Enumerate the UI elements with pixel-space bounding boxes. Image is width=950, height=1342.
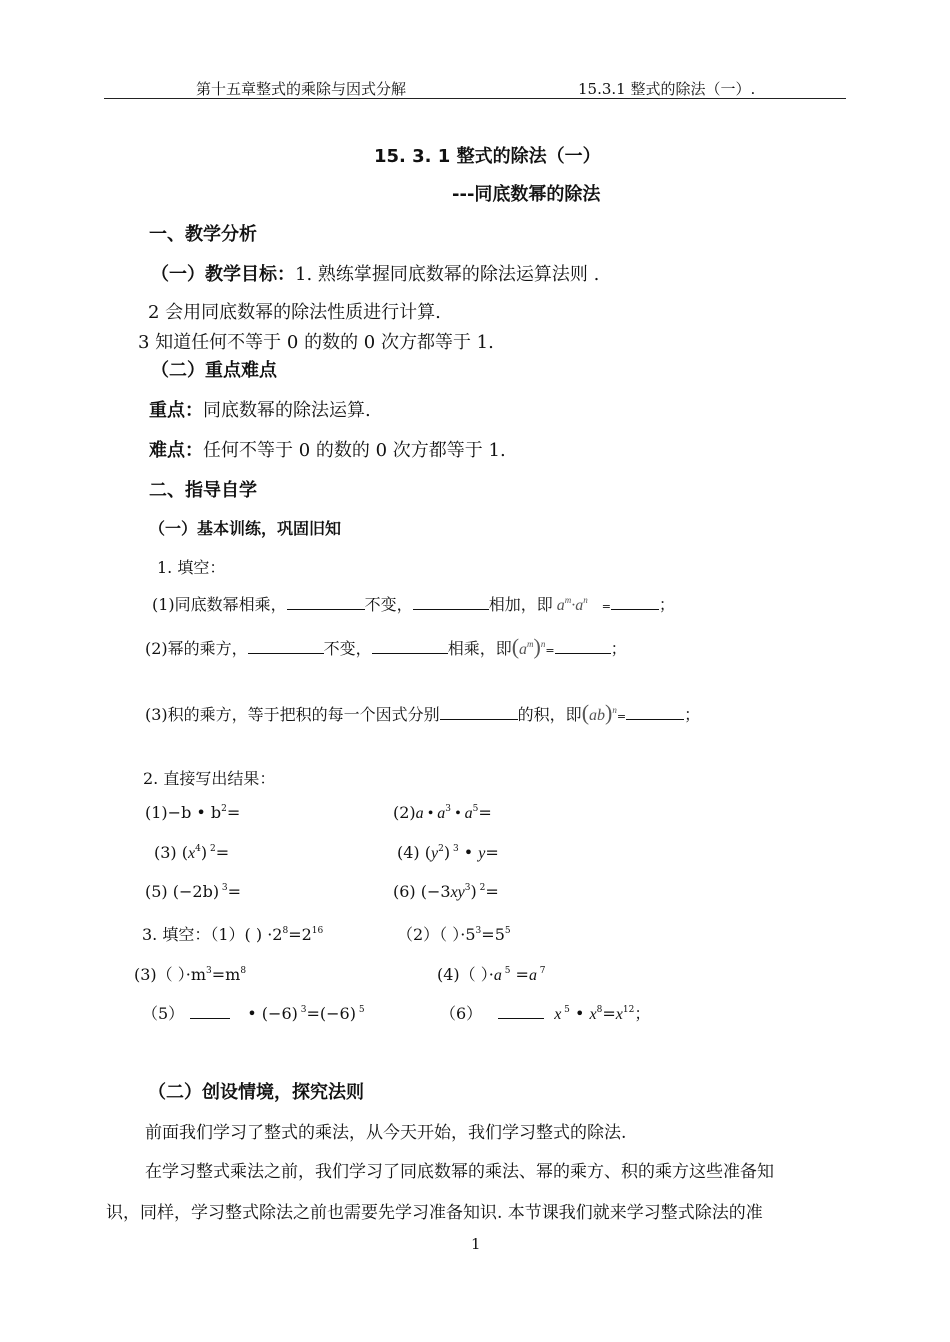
difficulty-line xyxy=(149,436,506,462)
fill-2-text-c: 相乘，即 xyxy=(447,639,512,658)
q3-3-sup2: 8 xyxy=(240,966,247,976)
q3-6-end: ； xyxy=(634,1004,651,1023)
d4-mid: • xyxy=(458,843,479,862)
fill-1-equals: = xyxy=(601,600,611,613)
fill-2-blank-a[interactable] xyxy=(248,639,324,654)
d3-sup1: 4 xyxy=(195,844,201,854)
header-section: 15.3.1 整式的除法（一）. xyxy=(578,80,756,98)
fill-2-expr-n: n xyxy=(540,639,546,649)
d6-xy: xy xyxy=(450,884,465,901)
q3-item-4 xyxy=(437,962,546,985)
fill-3-equals: = xyxy=(616,710,627,723)
fill-1-expr-a: a xyxy=(556,597,565,614)
fill-1-text-a: (1)同底数幂相乘， xyxy=(152,595,287,614)
paragraph-1: 前面我们学习了整式的乘法，从今天开始，我们学习整式的除法. xyxy=(145,1123,627,1143)
d4-close: ) xyxy=(443,843,451,862)
goal-2: 2 会用同底数幂的除法性质进行计算. xyxy=(148,302,441,323)
direct-item-5 xyxy=(145,882,241,901)
fill-1-blank-b[interactable] xyxy=(413,595,489,610)
fill-1-expr-m: m xyxy=(564,595,572,605)
d3-close: ) xyxy=(200,843,208,862)
key-points-heading: （二）重点难点 xyxy=(151,360,277,381)
q3-4-sup2: 7 xyxy=(536,966,546,976)
d6-sup2: 2 xyxy=(476,883,486,893)
d4-y2: y xyxy=(478,845,486,862)
d2-sup1: 3 xyxy=(445,804,452,814)
d6-pre: (6) (−3 xyxy=(393,882,451,901)
q3-item-1 xyxy=(142,922,323,945)
fill-2-text-b: 不变， xyxy=(323,639,372,658)
q3-title: 3. 填空：（1）( ) ·2 xyxy=(142,925,283,944)
fill-1-blank-a[interactable] xyxy=(287,595,365,610)
fill-title: 1. 填空： xyxy=(157,558,226,577)
header-rule xyxy=(104,98,846,99)
q3-item-6 xyxy=(440,1001,650,1024)
fill-3-blank-answer[interactable] xyxy=(626,705,684,720)
teaching-goals-label: （一）教学目标： xyxy=(151,264,295,285)
q3-6-x3: x xyxy=(615,1006,623,1023)
fill-3-end: ； xyxy=(684,705,701,724)
q3-2-sup1: 3 xyxy=(475,926,482,936)
fill-3-text-a: (3)积的乘方，等于把积的每一个因式分别 xyxy=(145,705,440,724)
section-heading-analysis: 一、教学分析 xyxy=(149,224,257,245)
fill-item-2: (2)幂的乘方， 不变， 相乘，即$(a^m)^n=$ ； xyxy=(145,634,627,659)
d4-sup1: 2 xyxy=(438,844,444,854)
d6-sup1: 3 xyxy=(464,883,471,893)
q3-5-blank[interactable] xyxy=(190,1004,230,1019)
d4-eq: = xyxy=(485,843,499,862)
fill-1-expr-dot-a: ·a xyxy=(571,597,584,614)
q3-6-x: x xyxy=(554,1006,562,1023)
q3-2-sup2: 5 xyxy=(504,926,511,936)
q3-item-5 xyxy=(142,1001,365,1024)
d4-sup2: 3 xyxy=(450,844,459,854)
q3-2-eq: =5 xyxy=(481,925,505,944)
direct-item-2 xyxy=(393,803,492,823)
d6-eq: = xyxy=(485,882,499,901)
q3-6-sup3: 12 xyxy=(622,1005,635,1015)
q3-4-a2: a xyxy=(528,967,537,984)
fill-2-expr-a: a xyxy=(519,641,528,658)
q3-5-sup2: 5 xyxy=(355,1005,365,1015)
direct-item-4 xyxy=(397,843,499,863)
fill-2-end: ； xyxy=(610,639,627,658)
q3-6-mid: • xyxy=(569,1004,590,1023)
direct-item-1 xyxy=(145,803,240,822)
page-title: 15. 3. 1 整式的除法（一） xyxy=(374,146,601,167)
difficulty-label: 难点： xyxy=(149,440,203,461)
q3-3-eq: =m xyxy=(211,965,241,984)
d3-sup2: 2 xyxy=(207,844,216,854)
d1-eq: = xyxy=(226,803,241,822)
direct-item-6 xyxy=(393,882,499,902)
q3-6-sup1: 5 xyxy=(561,1005,570,1015)
page-number: 1 xyxy=(471,1235,481,1253)
fill-item-1 xyxy=(152,592,675,615)
q3-1-sup2: 16 xyxy=(311,926,324,936)
fill-3-blank-a[interactable] xyxy=(440,705,518,720)
q3-5-mid: • (−6) xyxy=(242,1004,298,1023)
paragraph-2-line-2: 识，同样，学习整式除法之前也需要先学习准备知识. 本节课我们就来学习整式除法的准 xyxy=(106,1203,763,1223)
fill-2-equals: = xyxy=(545,644,555,657)
key-point-label: 重点： xyxy=(149,400,203,421)
d5-text: (5) (−2b) xyxy=(145,882,220,901)
key-point-line xyxy=(149,396,371,422)
header-chapter: 第十五章整式的乘除与因式分解 xyxy=(196,80,407,98)
d1-text: (1)−b • b xyxy=(145,803,222,822)
q3-4-eq: = xyxy=(510,965,529,984)
q3-5-text: （5） xyxy=(142,1004,185,1023)
d2-pre: (2) xyxy=(393,803,416,822)
subsection-explore-rule: （二）创设情境，探究法则 xyxy=(148,1082,364,1103)
paragraph-2-line-1: 在学习整式乘法之前，我们学习了同底数幂的乘法、幂的乘方、积的乘方这些准备知 xyxy=(145,1162,774,1182)
d3-x: x xyxy=(188,845,196,862)
goal-1: 1. 熟练掌握同底数幂的除法运算法则 . xyxy=(295,264,600,285)
teaching-goals-line xyxy=(151,260,599,286)
q3-1-sup1: 8 xyxy=(282,926,289,936)
q3-5-sup1: 3 xyxy=(297,1005,307,1015)
fill-2-blank-b[interactable] xyxy=(372,639,448,654)
key-point-text: 同底数幂的除法运算. xyxy=(203,400,371,421)
fill-3-text-b: 的积，即 xyxy=(517,705,582,724)
fill-1-blank-answer[interactable] xyxy=(611,595,659,610)
difficulty-text: 任何不等于 0 的数的 0 次方都等于 1. xyxy=(203,440,506,461)
fill-item-3: (3)积的乘方，等于把积的每一个因式分别 的积，即(ab)$^n$= ； xyxy=(145,700,701,725)
q3-2-text: （2）（ ）·5 xyxy=(397,925,476,944)
subsection-basic-training: （一）基本训练，巩固旧知 xyxy=(149,519,342,538)
fill-1-text-c: 相加，即 xyxy=(488,595,553,614)
q3-6-sup2: 8 xyxy=(596,1005,603,1015)
fill-3-expr-ab: ab xyxy=(589,707,606,724)
q3-6-x2: x xyxy=(589,1006,597,1023)
direct-item-3 xyxy=(154,843,229,863)
q3-1-eq: =2 xyxy=(288,925,312,944)
direct-title: 2. 直接写出结果： xyxy=(143,769,276,788)
q3-6-text: （6） xyxy=(440,1004,483,1023)
q3-3-text: (3)（ ）·m xyxy=(134,965,207,984)
d2-text: a • a xyxy=(415,805,446,822)
q3-3-sup1: 3 xyxy=(206,966,212,976)
fill-1-expr-n: n xyxy=(583,595,588,605)
d4-pre: (4) ( xyxy=(397,843,431,862)
q3-item-2 xyxy=(397,922,511,945)
d1-sup: 2 xyxy=(221,804,227,814)
d5-sup: 3 xyxy=(219,883,228,893)
fill-1-text-b: 不变， xyxy=(364,595,413,614)
section-heading-self-study: 二、指导自学 xyxy=(149,480,257,501)
d3-pre: (3) ( xyxy=(154,843,188,862)
q3-item-3 xyxy=(134,962,246,985)
d2-eq: = xyxy=(478,803,492,822)
q3-4-sup1: 5 xyxy=(501,966,511,976)
d3-eq: = xyxy=(215,843,230,862)
q3-4-a: a xyxy=(493,967,502,984)
fill-2-expr-m: m xyxy=(527,639,534,649)
goal-3: 3 知道任何不等于 0 的数的 0 次方都等于 1. xyxy=(138,332,494,353)
fill-3-expr-n: n xyxy=(612,705,617,715)
fill-1-end: ； xyxy=(658,595,675,614)
q3-6-eq: = xyxy=(602,1004,616,1023)
q3-4-text: (4)（ ）· xyxy=(437,965,494,984)
d4-y: y xyxy=(431,845,439,862)
page-subtitle: ---同底数幂的除法 xyxy=(452,184,601,205)
q3-5-eq: =(−6) xyxy=(306,1004,356,1023)
d2-sup2: 5 xyxy=(472,804,479,814)
fill-2-blank-answer[interactable] xyxy=(555,639,611,654)
d6-close: ) xyxy=(470,882,477,901)
fill-2-text-a: (2)幂的乘方， xyxy=(145,639,248,658)
d2-mid: • a xyxy=(451,805,473,822)
q3-6-blank[interactable] xyxy=(498,1004,544,1019)
d5-eq: = xyxy=(227,882,242,901)
